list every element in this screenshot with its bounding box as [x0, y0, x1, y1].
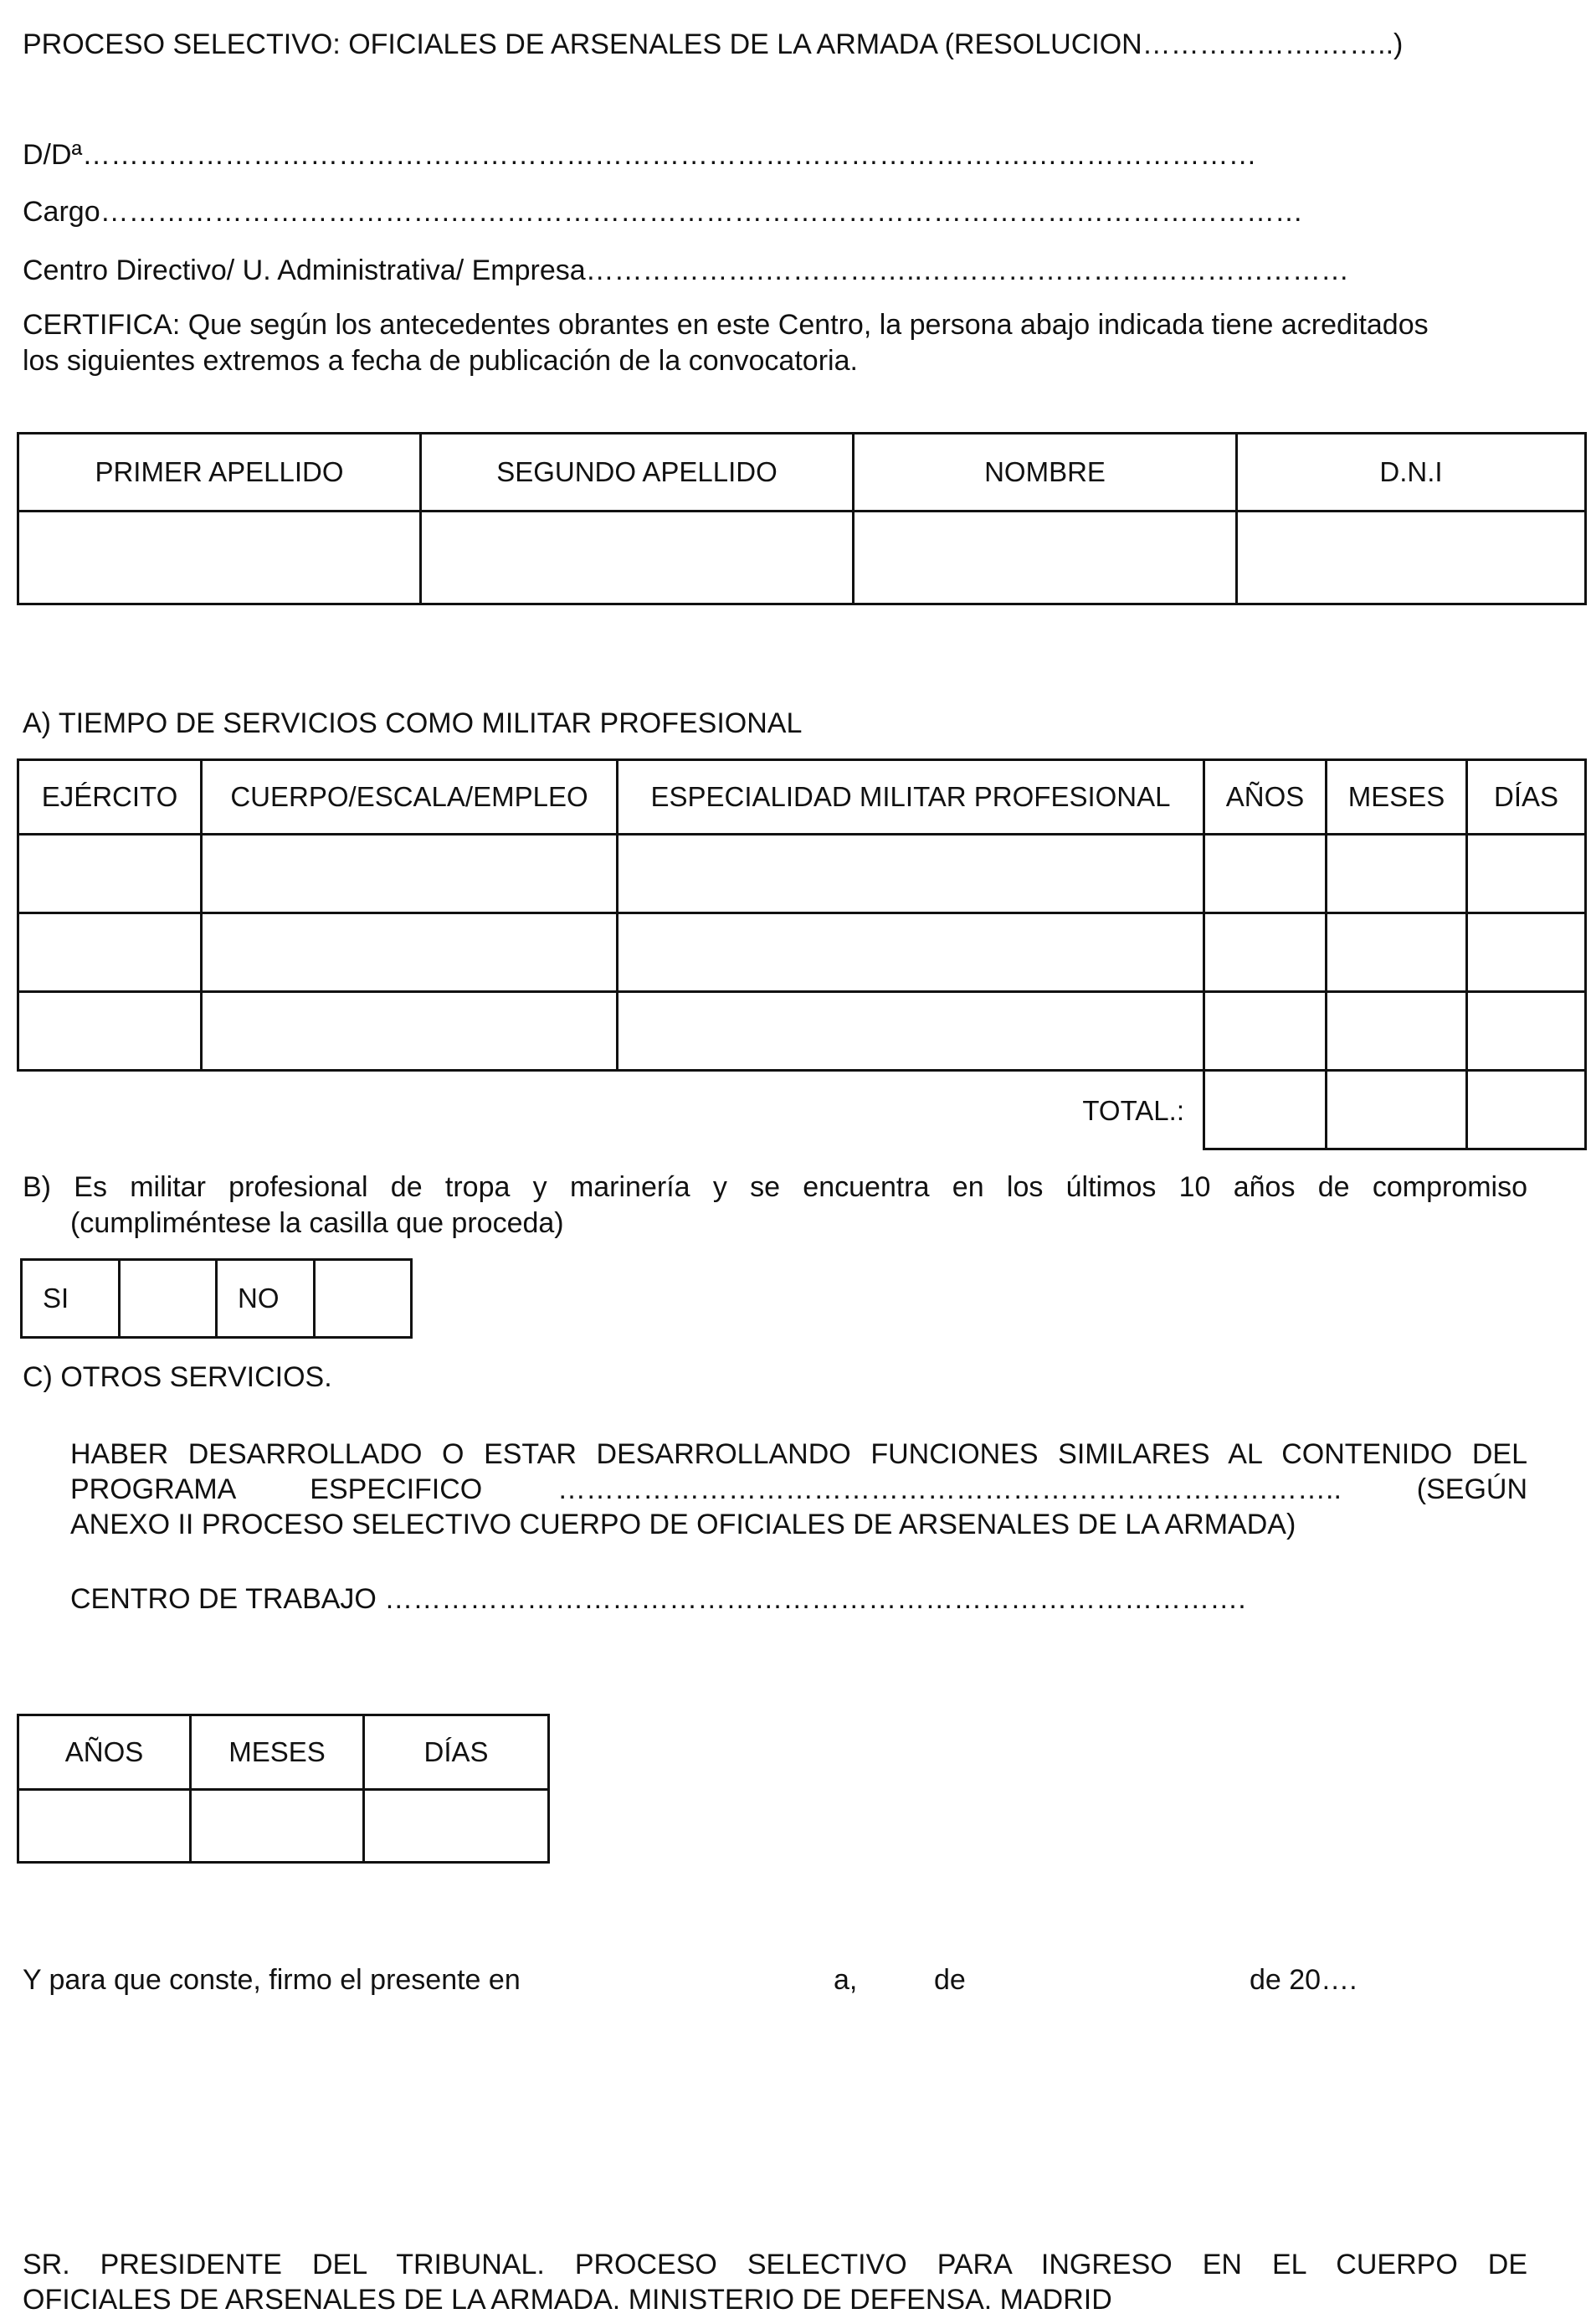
footer-line-1: SR. PRESIDENTE DEL TRIBUNAL. PROCESO SELECTIVO PARA INGRESO EN EL CUERPO DE — [23, 2249, 1527, 2280]
table-cell[interactable] — [618, 835, 1204, 913]
section-c-title: C) OTROS SERVICIOS. — [23, 1361, 332, 1393]
anos-cell[interactable] — [18, 1790, 191, 1863]
centro-directivo-field[interactable]: Centro Directivo/ U. Administrativa/ Empresa……………….……………..……………………………………… — [23, 255, 1350, 286]
header-dias: DÍAS — [364, 1715, 549, 1790]
table-cell[interactable] — [18, 835, 202, 913]
table-cell[interactable] — [618, 992, 1204, 1071]
closing-year: de 20…. — [1250, 1964, 1357, 1996]
table-cell[interactable] — [1327, 913, 1467, 992]
section-a-title: A) TIEMPO DE SERVICIOS COMO MILITAR PROFESIONAL — [23, 707, 803, 739]
table-row — [18, 835, 1586, 913]
section-c-line-1: HABER DESARROLLADO O ESTAR DESARROLLANDO FUNCIONES SIMILARES AL CONTENIDO DEL — [70, 1438, 1527, 1470]
document-title: PROCESO SELECTIVO: OFICIALES DE ARSENALES DE LA ARMADA (RESOLUCION……………….……..) — [23, 28, 1404, 60]
total-dias-cell[interactable] — [1467, 1071, 1586, 1149]
section-c-line-3: ANEXO II PROCESO SELECTIVO CUERPO DE OFICIALES DE ARSENALES DE LA ARMADA) — [70, 1509, 1296, 1540]
table-cell[interactable] — [1204, 992, 1327, 1071]
programa-especifico-field[interactable]: PROGRAMA ESPECIFICO ……………………………………………………………………….. (SEGÚN — [70, 1473, 1527, 1505]
dias-cell[interactable] — [364, 1790, 549, 1863]
table-cell[interactable] — [1467, 835, 1586, 913]
table-cell[interactable] — [1204, 913, 1327, 992]
header-dias: DÍAS — [1467, 760, 1586, 835]
yes-no-table — [20, 1258, 413, 1339]
table-cell[interactable] — [18, 992, 202, 1071]
military-service-table — [17, 758, 1587, 1150]
primer-apellido-cell[interactable] — [18, 512, 421, 604]
segundo-apellido-cell[interactable] — [421, 512, 854, 604]
closing-text: Y para que conste, firmo el presente en — [23, 1964, 521, 1996]
dni-cell[interactable] — [1237, 512, 1586, 604]
cargo-field[interactable]: Cargo……………………………….……………………………………………………………………………… — [23, 196, 1304, 228]
section-b-line-2: (cumpliméntese la casilla que proceda) — [70, 1207, 564, 1239]
total-meses-cell[interactable] — [1327, 1071, 1467, 1149]
nombre-cell[interactable] — [854, 512, 1237, 604]
header-dni: D.N.I — [1237, 434, 1586, 512]
table-cell[interactable] — [202, 835, 618, 913]
footer-line-2: OFICIALES DE ARSENALES DE LA ARMADA. MINISTERIO DE DEFENSA. MADRID — [23, 2284, 1112, 2316]
header-anos: AÑOS — [1204, 760, 1327, 835]
header-anos: AÑOS — [18, 1715, 191, 1790]
table-row — [18, 913, 1586, 992]
header-primer-apellido: PRIMER APELLIDO — [18, 434, 421, 512]
certifica-line-1: CERTIFICA: Que según los antecedentes obrantes en este Centro, la persona abajo indicada tiene acreditados — [23, 309, 1429, 341]
table-cell[interactable] — [618, 913, 1204, 992]
table-cell[interactable] — [1204, 835, 1327, 913]
total-row — [18, 1071, 1586, 1149]
closing-de: de — [934, 1964, 966, 1996]
table-cell[interactable] — [1467, 913, 1586, 992]
centro-trabajo-field[interactable]: CENTRO DE TRABAJO ………………………………………………………………………………. — [70, 1583, 1246, 1615]
header-especialidad: ESPECIALIDAD MILITAR PROFESIONAL — [618, 760, 1204, 835]
section-b-line-1: B) Es militar profesional de tropa y marinería y se encuentra en los últimos 10 años de compromiso — [23, 1171, 1527, 1203]
yes-label: SI — [22, 1260, 120, 1338]
table-cell[interactable] — [1327, 835, 1467, 913]
table-cell[interactable] — [18, 913, 202, 992]
meses-cell[interactable] — [191, 1790, 364, 1863]
yes-checkbox[interactable] — [120, 1260, 217, 1338]
table-row — [18, 992, 1586, 1071]
header-ejercito: EJÉRCITO — [18, 760, 202, 835]
table-cell[interactable] — [1467, 992, 1586, 1071]
total-label: TOTAL.: — [18, 1071, 1204, 1149]
header-nombre: NOMBRE — [854, 434, 1237, 512]
certifica-line-2: los siguientes extremos a fecha de publicación de la convocatoria. — [23, 345, 858, 377]
other-services-table — [17, 1714, 550, 1864]
persona-table — [17, 432, 1587, 605]
header-cuerpo-escala-empleo: CUERPO/ESCALA/EMPLEO — [202, 760, 618, 835]
table-cell[interactable] — [202, 913, 618, 992]
table-cell[interactable] — [202, 992, 618, 1071]
table-cell[interactable] — [1327, 992, 1467, 1071]
total-anos-cell[interactable] — [1204, 1071, 1327, 1149]
no-label: NO — [217, 1260, 315, 1338]
no-checkbox[interactable] — [315, 1260, 412, 1338]
closing-a: a, — [834, 1964, 858, 1996]
header-meses: MESES — [191, 1715, 364, 1790]
header-meses: MESES — [1327, 760, 1467, 835]
header-segundo-apellido: SEGUNDO APELLIDO — [421, 434, 854, 512]
dd-field[interactable]: D/Dª……………………………………………………………………………………….…………………… — [23, 139, 1257, 171]
